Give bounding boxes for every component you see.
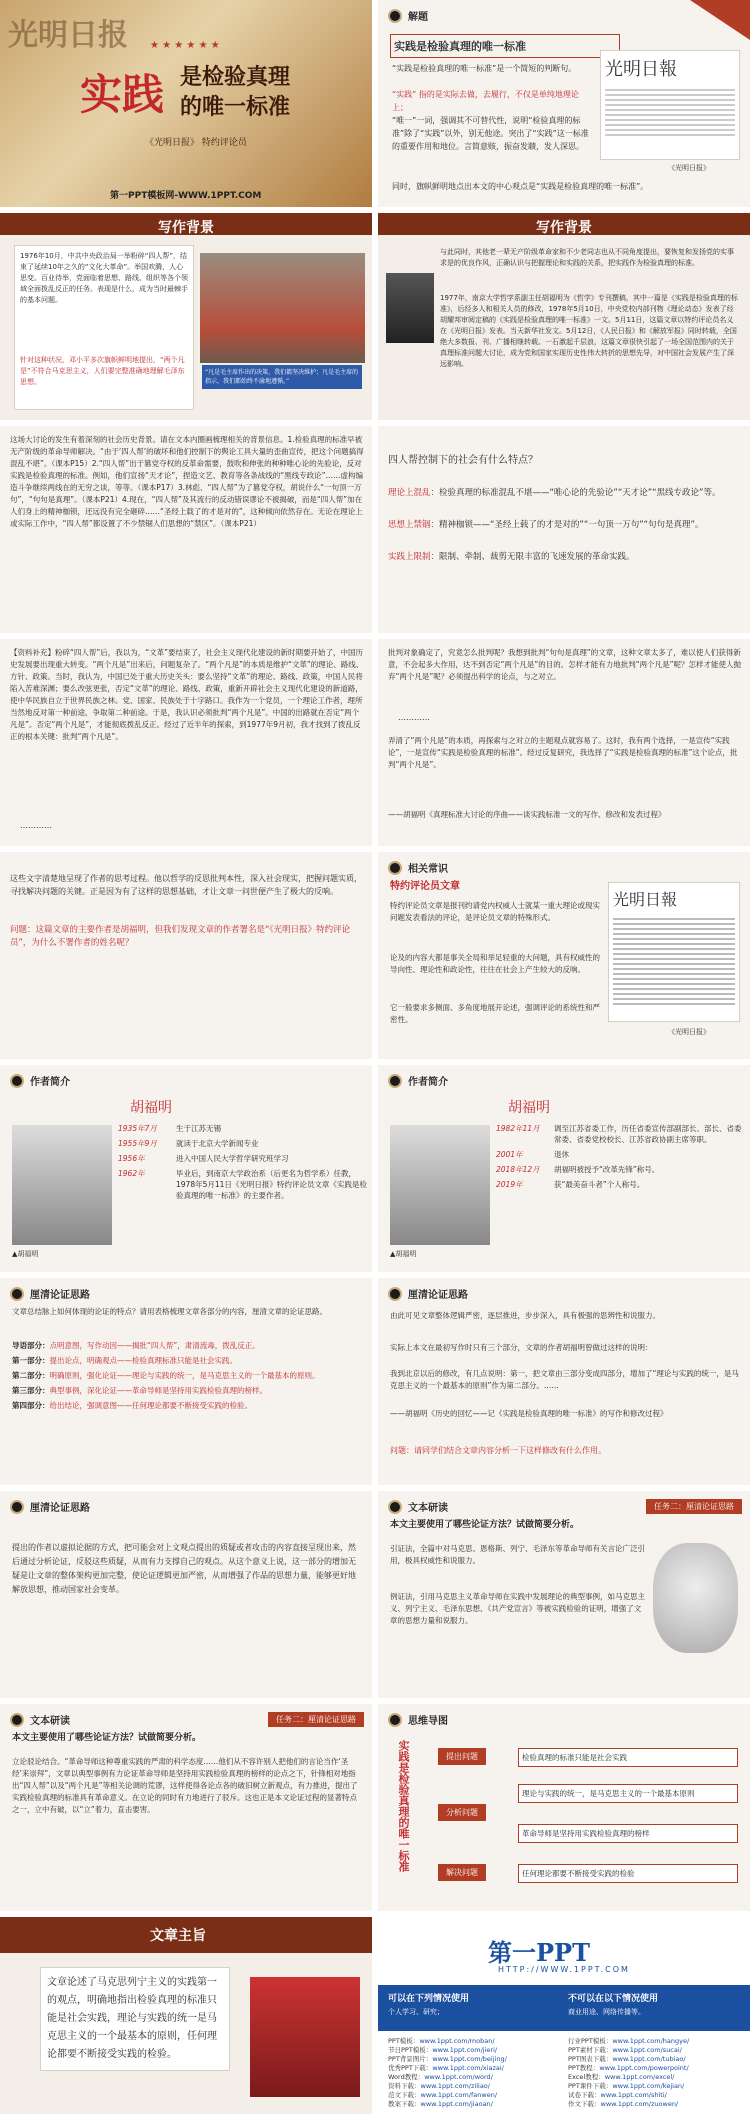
credit-link-label: PPT课件下载： [568,2082,613,2090]
portrait-sketch [653,1543,738,1653]
timeline-year: 1962年 [118,1169,145,1178]
credit-link[interactable] [388,2082,563,2091]
slide-credits [378,1917,750,2114]
timeline-text: 就读于北京大学新闻专业 [176,1139,259,1148]
structure-key: 第二部分： [12,1371,50,1380]
header-bullet-icon [10,1287,24,1301]
slide-theme [0,1917,372,2114]
para-4: 同时，旗帜鲜明地点出本文的中心观点是“实践是检验真理的唯一标准”。 [392,182,649,191]
credit-link[interactable] [568,2037,743,2046]
slide-mindmap [378,1704,750,1911]
credit-link-url[interactable]: www.1ppt.com/tubiao/ [612,2055,686,2063]
credit-link-label: 资料下载： [388,2082,421,2090]
structure-key: 第四部分： [12,1401,50,1410]
timeline-year: 1982年11月 [496,1124,540,1133]
credit-link-label: 行业PPT模板： [568,2037,613,2045]
credit-link-label: 节日PPT模板： [388,2046,433,2054]
credit-link[interactable] [388,2055,563,2064]
slide-supplement [0,639,372,846]
timeline-item [118,1153,368,1164]
header-bullet-icon [388,1500,402,1514]
para-1: 1976年10月，中共中央政治局一举粉碎“四人帮”，结束了延续10年之久的“文化大革命”。举国欢腾，人心思变。百业待举，党面临着思想、路线、组织等各个领域全面拨乱反正的任务。表现是什么，成为当时最棘手的基本问题。 [20,252,188,304]
slide-jieti [378,0,750,207]
question: 本文主要使用了哪些论证方法？试做简要分析。 [390,1520,580,1530]
credit-link-url[interactable]: www.1ppt.com/fanwen/ [420,2091,498,2099]
disallowed-desc: 商业用途、网络传播等。 [568,2008,645,2016]
structure-row [12,1385,362,1397]
title-line1: 是检验真理 [180,64,291,90]
para-2: 弄清了“两个凡是”的本质，再探索与之对立的主题观点就容易了。这时，我有两个选择，一是宣传“实践论”，一是宣传“实践是检验真理的标准”。经过反复研究，我选择了“实践是检验真理的标准”这个论点，批判“两个凡是”。 [388,736,738,769]
credit-link-url[interactable]: www.1ppt.com/word/ [424,2073,493,2081]
credit-link-label: Word教程： [388,2073,425,2081]
timeline-item [118,1168,368,1201]
credit-link[interactable] [388,2100,563,2109]
slide-thinking [0,852,372,1059]
structure-key: 导语部分： [12,1341,50,1350]
credit-link-url[interactable]: www.1ppt.com/powerpoint/ [599,2064,689,2072]
para-1: 这些文字清楚地呈现了作者的思考过程。他以哲学的反思批判本性，深入社会现实，把握问题实质，寻找解决问题的关键。正是因为有了这样的思想基础，才让文章一问世便产生了极大的反响。 [10,874,362,896]
stars: ★ ★ ★ ★ ★ ★ [150,40,220,51]
header-bullet-icon [388,1074,402,1088]
timeline-year: 1955年9月 [118,1139,157,1148]
author-name: 胡福明 [508,1100,550,1116]
para-3: 我到北京以后的修改，有几点说明：第一，把文章由三部分变成四部分，增加了“理论与实践的统一，是马克思主义的一个最基本的原则”作为第二部分。…… [390,1369,739,1390]
credit-link-url[interactable]: www.1ppt.com/excel/ [604,2073,675,2081]
timeline-year: 2019年 [496,1180,523,1189]
credit-link-url[interactable]: www.1ppt.com/zuowen/ [600,2100,679,2108]
task-badge: 任务二：厘清论证思路 [646,1499,742,1514]
title-main: 实践 [80,70,165,119]
structure-row [12,1370,362,1382]
branch-3: 革命导师是坚持用实践检验真理的榜样 [518,1824,738,1843]
para-1: 与此同时，其他老一辈无产阶级革命家和不少老同志也从不同角度提出，要恢复和发扬党的实事求是的优良作风，正确认识与把握理论和实践的关系，把实践作为检验真理的标准。 [440,248,734,267]
credit-link-label: PPT模板： [388,2037,420,2045]
intro: 文章总结脉上如何体现的论证的特点？请用表格梳理文章各部分的内容，厘清文章的论证思路。 [12,1307,327,1316]
slide-methods-2 [0,1704,372,1911]
section-header: 厘清论证思路 [10,1286,90,1301]
slide-background-2 [378,213,750,420]
question: 四人帮控制下的社会有什么特点？ [388,455,538,466]
title-line2: 的唯一标准 [180,94,291,120]
feature-2: 思想上禁锢：精神枷锁——“圣经上载了的才是对的”“一句顶一万句”“句句是真理”。 [388,520,704,530]
author-photo [390,1125,490,1245]
timeline [118,1123,368,1205]
author-name: 胡福明 [130,1100,172,1116]
band-title: 文章主旨 [150,1928,206,1944]
credit-link[interactable] [568,2064,743,2073]
credit-link-url[interactable]: www.1ppt.com/ziliao/ [420,2082,490,2090]
section-header: 作者简介 [388,1073,448,1088]
timeline-text: 生于江苏无锡 [176,1124,221,1133]
structure-value: 点明意图，写作动因——揭批“四人帮”，肃清流毒，拨乱反正。 [49,1341,260,1350]
credit-link[interactable] [388,2046,563,2055]
timeline-text: 调至江苏省委工作，历任省委宣传部副部长、部长、省委常委、省委党校校长、江苏省政协副主席等职。 [554,1124,742,1144]
header-bullet-icon [388,9,402,23]
timeline-year: 1935年7月 [118,1124,157,1133]
source: 《光明日报》 特约评论员 [145,138,247,148]
central-title: 实践是检验真理的唯一标准 [397,1740,410,1872]
credit-link[interactable] [388,2064,563,2073]
question: 本文主要使用了哪些论证方法？试做简要分析。 [12,1733,202,1743]
credit-link-url[interactable]: www.1ppt.com/xiazai/ [432,2064,504,2072]
para-2: 实际上本文在最初写作时只有三个部分，文章的作者胡福明曾做过这样的说明： [390,1343,653,1352]
credit-link-url[interactable]: www.1ppt.com/beijing/ [432,2055,507,2063]
timeline-item [496,1164,746,1175]
header-bullet-icon [388,861,402,875]
slide-critique [378,639,750,846]
para: 立论驳论结合。“革命导师这种尊重实践的严肃的科学态度……他们从不容许别人把他们的言论当作‘圣经’来崇拜”，文章以典型事例有力论证革命导师是坚持用实践检验真理的榜样的论点之下，针锋相对地指出“四人帮”以及“两个凡是”等相关论调的荒谬，这样使得各论点各的破旧树立新观点，有力推进，提出了实践检验真理的标准具有革命意义。在立论的同时有力地进行了驳斥。这也正是本文论证过程的显著特点之一，立中有破，以“立”着力，直击要害。 [12,1757,358,1814]
timeline-item [118,1123,368,1134]
branch-2: 理论与实践的统一，是马克思主义的一个最基本原则 [518,1784,738,1803]
credit-link-label: 优秀PPT下载： [388,2064,433,2072]
structure-value: 给出结论，强调意图——任何理论都要不断接受实践的检验。 [49,1401,252,1410]
link-list-right [568,2037,743,2109]
para-1: 批判对象确定了，究竟怎么批判呢？我想到批判“句句是真理”的文章，这种文章太多了，难以使人们获得新意，不会起多大作用，达不到否定“两个凡是”的目的。怎样才能有力地批判“两个凡是”呢？怎样才能使人抛弃“两个凡是”呢？必须提出科学的论点，与之对立。 [388,648,742,681]
slide-history-context [0,426,372,633]
structure-value: 典型事例，深化论证——革命导师是坚持用实践检验真理的榜样。 [49,1386,267,1395]
timeline-item [496,1149,746,1160]
node-2: 分析问题 [438,1804,486,1821]
allowed-desc: 个人学习、研究； [388,2008,444,2016]
para-1: 由此可见文章整体逻辑严密，逐层推进，步步深入，具有极强的思辨性和说服力。 [390,1311,660,1320]
para-1: “实践是检验真理的唯一标准”是一个简短的判断句。 [392,64,577,73]
structure-value: 明确原则，强化论证——理论与实践的统一，是马克思主义的一个最基本的原则。 [49,1371,320,1380]
timeline-text: 毕业后，到南京大学政治系（后更名为哲学系）任教，1978年5月11日《光明日报》特约评论员文章《实践是检验真理的唯一标准》的主要作者。 [176,1169,367,1200]
photo-label: ▲胡福明 [390,1250,417,1258]
task-badge: 任务二：厘清论证思路 [268,1712,364,1727]
credit-link-url[interactable]: www.1ppt.com/hangye/ [612,2037,690,2045]
credit-link[interactable] [568,2100,743,2109]
slide-methods-1 [378,1491,750,1698]
credit-link-label: Excel教程： [568,2073,605,2081]
slide-author-1 [0,1065,372,1272]
timeline-text: 胡福明被授予“改革先锋”称号。 [554,1165,660,1174]
credit-link-url[interactable]: www.1ppt.com/jieri/ [432,2046,498,2054]
timeline-year: 2001年 [496,1150,523,1159]
corner-ribbon [690,0,750,40]
photo-crowd [200,253,365,363]
credit-link[interactable] [388,2091,563,2100]
credit-link-label: 范文下载： [388,2091,421,2099]
section-header: 作者简介 [10,1073,70,1088]
timeline-text: 获“最美奋斗者”个人称号。 [554,1180,645,1189]
question: 问题：请同学们结合文章内容分析一下这样修改有什么作用。 [390,1446,606,1455]
credit-link-url[interactable]: www.1ppt.com/sucai/ [612,2046,682,2054]
brand-url: HTTP://WWW.1PPT.COM [498,1965,630,1974]
structure-key: 第一部分： [12,1356,50,1365]
credit-link-label: PPT素材下载： [568,2046,613,2054]
slide-gang-of-four [378,426,750,633]
section-header: 相关常识 [388,860,448,875]
credit-link[interactable] [568,2073,743,2082]
branch-4: 任何理论都要不断接受实践的检验 [518,1864,738,1883]
portrait-image [250,1977,360,2097]
timeline-item [118,1138,368,1149]
structure-row [12,1400,362,1412]
allowed-title: 可以在下列情况使用 [388,1994,470,2004]
credit-link-label: PPT教程： [568,2064,600,2072]
header-bullet-icon [10,1074,24,1088]
portrait-photo [386,273,434,343]
feature-1: 理论上混乱：检验真理的标准混乱不堪——“唯心论的先验论”“天才论”“黑线专政论”等。 [388,488,721,498]
slide-author-2 [378,1065,750,1272]
node-1: 提出问题 [438,1748,486,1765]
timeline-text: 进入中国人民大学哲学研究班学习 [176,1154,289,1163]
timeline-year: 1956年 [118,1154,145,1163]
credit-link[interactable] [568,2082,743,2091]
question: 问题：这篇文章的主要作者是胡福明，但我们发现文章的作者署名是“《光明日报》特约评论员”，为什么不署作者的姓名呢？ [10,925,351,948]
section-header: 思维导图 [388,1712,448,1727]
section-header: 解题 [388,8,428,23]
box-title: 实践是检验真理的唯一标准 [390,34,620,58]
credit-link-label: 教案下载： [388,2100,421,2108]
credit-link-url[interactable]: www.1ppt.com/shiti/ [600,2091,667,2099]
context-text: 这场大讨论的发生有着深刻的社会历史背景。请在文本内圈画梳理相关的背景信息。1.检验真理的标准早被无产阶级的革命导师解决。“由于‘四人帮’的破坏和他们控制下的舆论工具大量的歪曲宣传，把这个问题搞得混乱不堪”。（课本P15）2.“四人帮”出于篡党夺权的反革命需要，鼓吹和伸张的种种唯心论的先验论，反对实践是检验真理的标准。例如，他们宣扬“天才论”，捏造文艺、教育等各条战线的“黑线专政论”……虚构编造斗争继续两线在的无穷之谈，等等。（课本P17）3.林彪、“四人帮”为了篡党夺权，胡说什么“一句顶一万句”，“句句是真理”。（课本P21）4.现在，“四人帮”及其流行的反动错误谬论不被揭破，而是“四人帮”加在人们身上的精神枷锁，还远没有完全砸碎……“圣经上载了的才是对的”，这种倾向依然存在。无论在理论上或实际工作中，“四人帮”都设置了不少禁锢人们思想的“禁区”。（课本P21） [10,435,364,528]
para-2: 论及的内容大都是事关全局和举足轻重的大问题，具有权威性的导向性、理论性和政论性，往往在社会上产生较大的反响。 [390,953,600,974]
newspaper-masthead: 光明日报 [8,18,128,53]
credit-link[interactable] [388,2073,563,2082]
para-2: “实践” 指的是实际去做，去履行，不仅是单纯地理论上； [392,90,579,112]
para-1: 特约评论员文章是报刊约请党内权威人士就某一重大理论或现实问题发表看法的评论，是评论员文章的特殊形式。 [390,901,600,922]
credit-link-url[interactable]: www.1ppt.com/moban/ [419,2037,495,2045]
link-list-left [388,2037,563,2109]
header-bullet-icon [10,1713,24,1727]
footer: 第一PPT模板网-WWW.1PPT.COM [110,191,262,201]
credit-link[interactable] [568,2055,743,2064]
slide-argument-revision [378,1278,750,1485]
disallowed-title: 不可以在以下情况使用 [568,1994,659,2004]
timeline-item [496,1179,746,1190]
credit-link-label: 试卷下载： [568,2091,601,2099]
header-bullet-icon [388,1287,402,1301]
credit-link-label: PPT图表下载： [568,2055,613,2063]
slide-title [0,0,372,207]
newspaper-image: 光明日報 [608,882,740,1022]
structure-list [12,1340,362,1415]
slide-background-1 [0,213,372,420]
timeline-text: 退休 [554,1150,569,1159]
section-header: 文本研读 [10,1712,70,1727]
header-bullet-icon [388,1713,402,1727]
credit-link-label: 作文下载： [568,2100,601,2108]
timeline [496,1123,746,1194]
newspaper-image: 光明日報 [600,50,740,160]
section-header: 厘清论证思路 [388,1286,468,1301]
structure-key: 第三部分： [12,1386,50,1395]
para-2: 1977年，南京大学哲学系副主任胡福明为《哲学》专刊撰稿，其中一篇是《实践是检验真理的标准》，后经多人和相关人员的修改，1978年5月10日，中央党校内部刊物《理论动态》发表了经胡耀邦审阅定稿的《实践是检验真理的唯一标准》一文。5月11日，这篇文章以特约评论员名义在《光明日报》发表。当天新华社发文。5月12日，《人民日报》和《解放军报》同时转载，全国绝大多数报、刊、广播相继转载。一石激起千层浪，这篇文章很快引起了一场全国范围内的关于真理标准问题大讨论，成为党和国家实现历史性伟大转折的思想先导，对中国社会发展产生了深远影响。 [440,294,738,368]
node-3: 解决问题 [438,1864,486,1881]
credit-link-url[interactable]: www.1ppt.com/jiaoan/ [420,2100,493,2108]
slide-argument-structure [0,1278,372,1485]
structure-row [12,1340,362,1352]
slide-revision-effect [0,1491,372,1698]
section-header: 厘清论证思路 [10,1499,90,1514]
theme-text: 文章论述了马克思列宁主义的实践第一的观点，明确地指出检验真理的标准只能是社会实践，理论与实践的统一是马克思主义的一个最基本的原则，任何理论都要不断接受实践的检验。 [40,1967,230,2071]
photo-caption: “凡是毛主席作出的决策，我们都坚决维护；凡是毛主席的指示，我们都始终不渝地遵循。” [202,365,362,389]
para-3: 它一般要求多侧面、多角度地展开论述，强调评论的系统性和严密性。 [390,1003,600,1024]
credit-link[interactable] [388,2037,563,2046]
source: ——胡福明《真理标准大讨论的序曲——谈实践标准一文的写作、修改和发表过程》 [388,810,666,819]
newspaper-caption: 《光明日报》 [668,164,710,172]
timeline-item [496,1123,746,1145]
top-band: 写作背景 [378,213,750,235]
credit-link-url[interactable]: www.1ppt.com/kejian/ [612,2082,685,2090]
para-1: 引证法，全篇中对马克思、恩格斯、列宁、毛泽东等革命导师有关言论广泛引用，极具权威性和说服力。 [390,1544,645,1565]
credit-link[interactable] [568,2046,743,2055]
slide-common-knowledge [378,852,750,1059]
structure-row [12,1355,362,1367]
para-2: 例证法，引用马克思主义革命导师在实践中发展理论的典型事例，如马克思主义、列宁主义、毛泽东思想、《共产党宣言》等被实践检验的证明，增强了文章的思想力量和说服力。 [390,1592,645,1625]
structure-value: 提出论点，明确观点——检验真理标准只能是社会实践。 [49,1356,237,1365]
para-3: “唯一”一词，强调其不可替代性，说明“检验真理的标准”除了“实践”以外，别无他途。突出了“实践”这一标准的重要作用和地位。言简意赅，振奋发聩，发人深思。 [392,116,589,151]
timeline-year: 2018年12月 [496,1165,540,1174]
newspaper-caption: 《光明日报》 [668,1028,710,1036]
photo-label: ▲胡福明 [12,1250,39,1258]
section-header: 文本研读 [388,1499,448,1514]
brand-logo: 第一PPT [488,1938,590,1967]
feature-3: 实践上限制：限制、牵制、裁剪无限丰富的飞速发展的革命实践。 [388,552,635,562]
credit-link[interactable] [568,2091,743,2100]
top-band: 写作背景 [0,213,372,235]
para: 提出的作者以虚拟论据的方式，把可能会对上文观点提出的质疑或者攻击的内容直接呈现出来，然后通过分析论证，反驳这些质疑，从而有力支撑自己的观点。从这个意义上说，这一部分的增加无疑是让文章的整体架构更加完整，使论证逻辑更加严密，从而增强了作品的思想力量，能够更好地解放思想，推动国家社会变革。 [12,1543,356,1594]
credit-link-label: PPT背景图片： [388,2055,433,2063]
ellipsis-1: ………… [398,713,430,722]
subtitle: 特约评论员文章 [390,881,460,892]
ellipsis: ………… [20,821,52,830]
branch-1: 检验真理的标准只能是社会实践 [518,1748,738,1767]
supplement-text: 【资料补充】粉碎“四人帮”后，我以为，“文革”要结束了，社会主义现代化建设的新时期要开始了，中国历史发展要出现重大转变。“两个凡是”出来后，问题复杂了。“两个凡是”的本质是维护“文革”的理论、路线、方针、政策。当时，我认为，中国已处于重大历史关头：要么坚持“文革”的理论、路线、政策，中国人民将陷入苦难深渊；要么改弦更张，否定“文革”的理论、路线、政策，重新开辟社会主义现代化建设的新道路，使中华民族自立于世界民族之林。党、国家、民族处于十字路口。我作为一个党员，一个理论工作者，理所当然地反对第一种前途，争取第二种前途。于是，我认识必须批判“两个凡是”。中国的出路就在否定“两个凡是”。否定“两个凡是”，才能彻底拨乱反正。经过了近半年的探索，到1977年9月初，我才找到了拨乱反正的根本关键：批判“两个凡是”。 [10,648,364,741]
para-2: 针对这种状况，邓小平多次旗帜鲜明地提出，“两个凡是”不符合马克思主义，人们要完整准确地理解毛泽东思想。 [20,356,185,386]
header-bullet-icon [10,1500,24,1514]
para-4: ——胡福明《历史的回忆——记《实践是检验真理的唯一标准》的写作和修改过程》 [390,1409,668,1418]
author-photo [12,1125,112,1245]
